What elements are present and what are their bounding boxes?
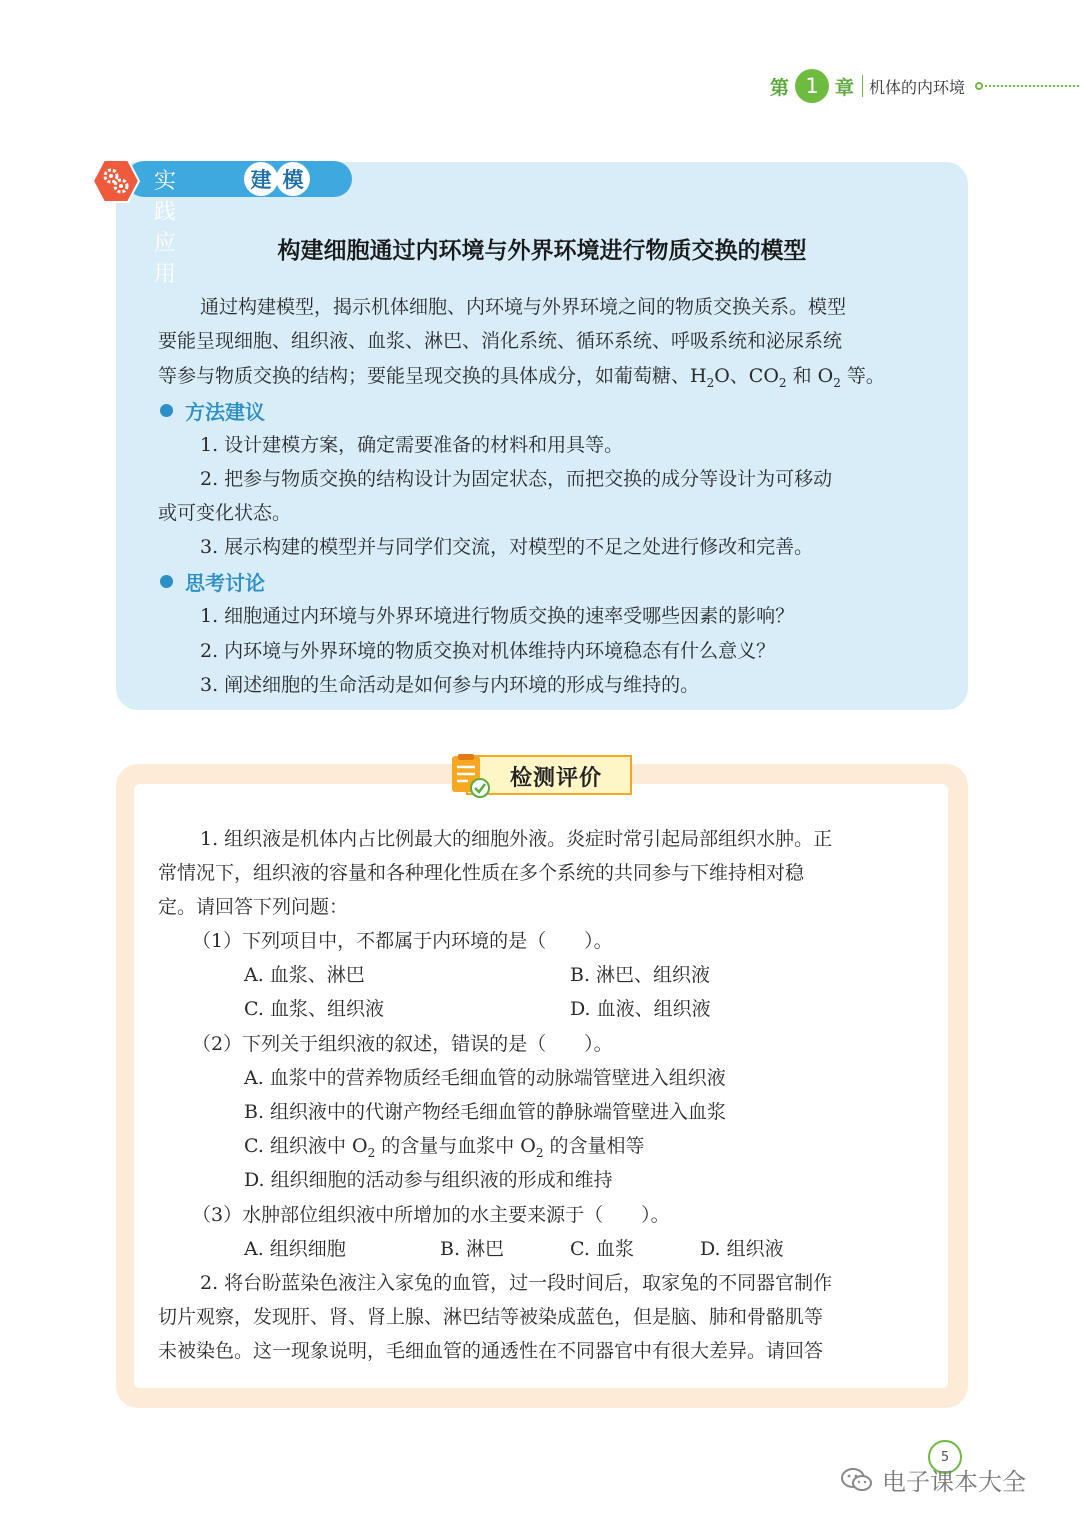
q1-sub3-stem: （3）水肿部位组织液中所增加的水主要来源于（ ）。: [192, 1204, 670, 1226]
q1-line-2: 常情况下，组织液的容量和各种理化性质在多个系统的共同参与下维持相对稳: [158, 862, 805, 884]
method-item-2-cont: 或可变化状态。: [158, 502, 292, 524]
intro-line-2: 要能呈现细胞、组织液、血浆、淋巴、消化系统、循环系统、呼吸系统和泌尿系统: [158, 330, 843, 352]
option-c-a: C. 组织液中 O: [244, 1135, 368, 1157]
intro-line-1: 通过构建模型，揭示机体细胞、内环境与外界环境之间的物质交换关系。模型: [200, 296, 847, 318]
q1-sub2-option-b: B. 组织液中的代谢产物经毛细血管的静脉端管壁进入血浆: [244, 1101, 727, 1123]
page-number: 5: [928, 1440, 962, 1474]
dotted-line: [985, 85, 1079, 87]
badge-char-2: 模: [276, 162, 310, 196]
q1-sub3-option-c: C. 血浆: [570, 1238, 634, 1260]
evaluation-title: 检测评价: [510, 766, 603, 791]
method-item-3: 3. 展示构建的模型并与同学们交流，对模型的不足之处进行修改和完善。: [200, 536, 814, 558]
q2-line-2: 切片观察，发现肝、肾、肾上腺、淋巴结等被染成蓝色，但是脑、肺和骨骼肌等: [158, 1306, 824, 1328]
intro-line-3: [158, 361, 885, 390]
q1-sub2-option-d: D. 组织细胞的活动参与组织液的形成和维持: [244, 1169, 613, 1191]
subscript: 2: [367, 1145, 376, 1160]
intro-line-3-c: 和 O: [786, 365, 834, 387]
q2-line-3: 未被染色。这一现象说明，毛细血管的通透性在不同器官中有很大差异。请回答: [158, 1340, 824, 1362]
method-item-2: 2. 把参与物质交换的结构设计为固定状态，而把交换的成分等设计为可移动: [200, 468, 833, 490]
subscript: 2: [833, 375, 841, 390]
bullet-icon: [160, 575, 173, 588]
option-c-b: 的含量与血浆中 O: [375, 1135, 536, 1157]
chapter-suffix: 章: [835, 76, 855, 99]
evaluation-banner: [446, 752, 634, 798]
method-heading-text: 方法建议: [185, 400, 265, 424]
dot-icon: [975, 82, 983, 90]
q1-sub1-option-a: A. 血浆、淋巴: [244, 964, 365, 986]
discuss-item-2: 2. 内环境与外界环境的物质交换对机体维持内环境稳态有什么意义？: [200, 640, 776, 662]
intro-line-3-a: 等参与物质交换的结构；要能呈现交换的具体成分，如葡萄糖、H: [158, 365, 707, 387]
q1-sub2-option-a: A. 血浆中的营养物质经毛细血管的动脉端管壁进入组织液: [244, 1067, 726, 1089]
practice-title: 构建细胞通过内环境与外界环境进行物质交换的模型: [277, 238, 807, 264]
discuss-item-3: 3. 阐述细胞的生命活动是如何参与内环境的形成与维持的。: [200, 674, 700, 696]
chapter-title: 机体的内环境: [869, 77, 966, 97]
chapter-separator: [862, 75, 863, 97]
discuss-item-1: 1. 细胞通过内环境与外界环境进行物质交换的速率受哪些因素的影响？: [200, 605, 795, 627]
q1-sub2-stem: （2）下列关于组织液的叙述，错误的是（ ）。: [192, 1033, 613, 1055]
chapter-number: 1: [795, 69, 829, 103]
q1-sub1-stem: （1）下列项目中，不都属于内环境的是（ ）。: [192, 930, 613, 952]
checklist-icon: [446, 752, 494, 800]
watermark-text: 电子课本大全: [882, 1468, 1026, 1496]
discuss-heading-text: 思考讨论: [185, 571, 265, 595]
q1-sub2-option-c: [244, 1131, 645, 1160]
method-heading: [160, 396, 265, 425]
chapter-header: [770, 70, 1079, 102]
chapter-prefix: 第: [770, 76, 790, 99]
q1-sub3-option-d: D. 组织液: [700, 1238, 784, 1260]
subscript: 2: [778, 375, 787, 390]
discuss-heading: [160, 567, 265, 596]
q2-line-1: 2. 将台盼蓝染色液注入家兔的血管，过一段时间后，取家兔的不同器官制作: [200, 1272, 833, 1294]
watermark: [840, 1462, 1026, 1497]
q1-line-3: 定。请回答下列问题：: [158, 896, 349, 918]
method-item-1: 1. 设计建模方案，确定需要准备的材料和用具等。: [200, 434, 624, 456]
badge-highlight: [242, 162, 328, 196]
wechat-icon: [840, 1466, 874, 1494]
q1-line-1: 1. 组织液是机体内占比例最大的细胞外液。炎症时常引起局部组织水肿。正: [200, 828, 833, 850]
subscript: 2: [535, 1145, 544, 1160]
gears-icon: [92, 158, 140, 204]
q1-sub1-option-c: C. 血浆、组织液: [244, 998, 384, 1020]
q1-sub3-option-b: B. 淋巴: [440, 1238, 505, 1260]
subscript: 2: [706, 375, 715, 390]
badge-text: 实践应用: [154, 169, 178, 287]
q1-sub1-option-b: B. 淋巴、组织液: [570, 964, 711, 986]
intro-line-3-b: O、CO: [714, 365, 779, 387]
option-c-c: 的含量相等: [543, 1135, 645, 1157]
q1-sub1-option-d: D. 血液、组织液: [570, 998, 711, 1020]
intro-line-3-d: 等。: [840, 365, 885, 387]
q1-sub3-option-a: A. 组织细胞: [244, 1238, 346, 1260]
bullet-icon: [160, 404, 173, 417]
badge-char-1: 建: [244, 162, 278, 196]
